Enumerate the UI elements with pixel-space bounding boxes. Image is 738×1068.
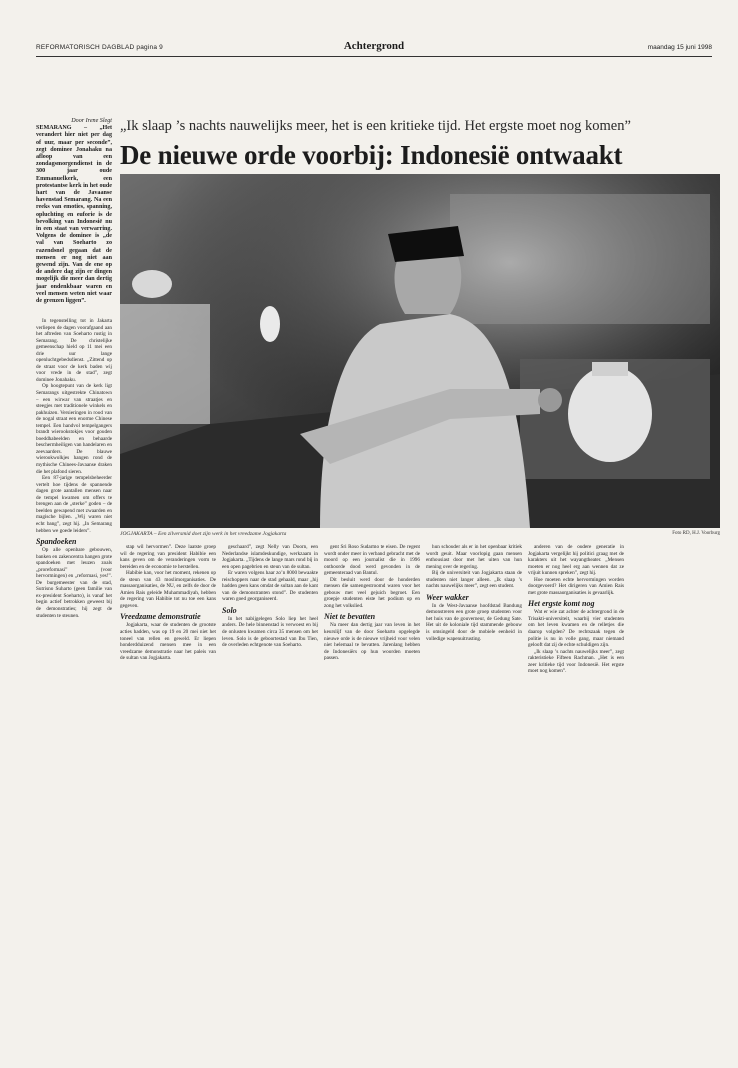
header-rule — [36, 56, 712, 57]
paragraph: Op alle openbare gebouwen, banken en zakencentra hangen grote spandoeken met leuzen zoals „proreformasi” (voor hervormingen) en „reformasi, yes!”. De burgemeester van de stad, Sutrisno Suharto (geen familie van ex-president Soeharto), is vanaf het begin actief betrokken geweest bij de demonstraties; hij zegt de studenten te steunen. — [36, 547, 112, 619]
column-2 — [120, 544, 216, 1044]
paragraph: hun schouder als er in het openbaar kritiek wordt geuit. Maar voorlopig gaan mensen enthousiast door met het uiten van hun mening over de regering. — [426, 544, 522, 570]
paragraph: In het nabijgelegen Solo liep het heel anders. De hele binnenstad is verwoest en bij de onlusten kwamen circa 35 mensen om het leven. Solo is de geboortestad van Ibu Tien, de overleden echtgenote van Soeharto. — [222, 615, 318, 649]
column-3 — [222, 544, 318, 1044]
photo-caption — [120, 531, 720, 537]
paragraph: Habibie kan, voor het moment, rekenen op de steun van 43 moslimorganisaties. De massaorganisaties, de NU, en zelfs de door de Amien Rais geleide Muhammadiyah, hebben de regering van Habibie tot nu toe een kans gegeven. — [120, 570, 216, 609]
caption-text: JOGJAKARTA – Een zilversmid doet zijn werk in het vreedzame Jogjakarta — [120, 531, 287, 537]
page-header — [36, 40, 712, 54]
paragraph: anderen van de oudere generatie in Jogjakarta vergelijkt hij politici graag met de karakters uit het wayangtheater. „Mensen moeten er nog heel erg aan wennen dat ze vrijuit kunnen spreken”, zegt hij. — [528, 544, 624, 577]
paragraph: Bij de universiteit van Jogjakarta staan de studenten niet langer alleen. „Ik slaap ’s nachts nauwelijks meer”, zegt een student. — [426, 570, 522, 590]
header-section: Achtergrond — [343, 40, 405, 52]
column-6 — [528, 544, 624, 1044]
subheading: Spandoeken — [36, 537, 77, 547]
photo-credit: Foto RD, H.J. Voorburg — [672, 531, 720, 536]
column-4 — [324, 544, 420, 1044]
byline: Door Irene Slegt — [71, 118, 112, 124]
article-photo — [120, 174, 720, 528]
paragraph: geschaard”, zegt Nelly van Doorn, een Nederlandse islamdeskundige, werkzaam in Jogjakarta. „Tijdens de lange mars rond bij in een open pagebrien en steun van de sultan. — [222, 544, 318, 570]
article-kicker: „Ik slaap ’s nachts nauwelijks meer, het is een kritieke tijd. Het ergste moet nog komen” — [120, 118, 631, 134]
paragraph: In de West-Javaanse hoofdstad Bandung demonstreren een grote groep studenten voor het huis van de gouverneur, de Gedung Sate. Het uit de koloniale tijd stammende gebouw is omsingeld door de mobiele eenheid in volledige wapenuitrusting. — [426, 602, 522, 642]
silversmith-photo — [120, 174, 720, 528]
column-1 — [36, 318, 112, 1068]
paragraph: Wat er wie zat achter de achtergrond in de Trisakti-universiteit, waarbij vier studenten om het leven kwamen en de relletjes die daarop volgden? De rechtszaak tegen de politie is nu in volle gang, maar niemand gelooft dat zij de echte schuldigen zijn. — [528, 609, 624, 649]
paragraph: In tegenstelling tot in Jakarta verliepen de dagen voorafgaand aan het aftreden van Soeharto rustig in Semarang. De christelijke gemeenschap hield op 11 mei een drie uur lange openluchtgebedsdienst. „Zittend op de straat voor de kerk baden wij voor vrede in de stad”, zegt dominee Jonahaku. — [36, 318, 112, 383]
paragraph: Hoe moeten echte hervormingen worden doorgevoerd? Het dirigeren van Amien Rais met grote massaorganisaties is gevaarlijk. — [528, 576, 624, 596]
article-lede — [36, 118, 112, 305]
paragraph: Jogjakarta, waar de studenten de grootste acties hadden, was op 19 en 20 mei niet het toneel van rellen en geweld. Er liepen honderdduizend mensen mee in een vreedzame demonstratie naar het paleis van de sultan van Jogjakarta. — [120, 622, 216, 662]
subheading: Weer wakker — [426, 592, 469, 602]
column-5 — [426, 544, 522, 1044]
header-paper-name: REFORMATORISCH DAGBLAD pagina 9 — [36, 44, 163, 51]
subheading: Solo — [222, 605, 237, 615]
header-date: maandag 15 juni 1998 — [647, 44, 712, 51]
paragraph: Dit besluit werd door de honderden mensen die samengestroomd waren voor het gebouw met veel gejuich begroet. Een groepje studenten eiste het podium op en zong het volkslied. — [324, 576, 420, 609]
paragraph: gent Sri Roso Sudarmo te eisen. De regent wordt onder meer in verband gebracht met de moord op een journalist die in 1996 onthoorde dood werd gevonden in de gemeenteraad van Bantul. — [324, 544, 420, 577]
article-title: De nieuwe orde voorbij: Indonesië ontwaakt — [120, 140, 623, 170]
subheading: Vreedzame demonstratie — [120, 612, 201, 622]
lede-text: SEMARANG – „Het verandert hier niet per dag of uur, maar per seconde”, zegt dominee Jonahaku na afloop van een zondagsmorgendienst in de 300 jaar oude Emmanuelkerk, een protestantse kerk in het oude hart van de Javaanse havenstad Semarang. Na een reeks van emoties, spanning, opluchting en euforie is de bevolking van Indonesië nu in een staat van verwarring. Volgens de dominee is „de val van Soeharto zo razendsnel gegaan dat de mensen er nog niet aan gewend zijn. Van de ene op de andere dag zijn er dingen mogelijk die meer dan dertig jaar ondenkbaar waren en veel mensen weten niet waar de grenzen liggen”. — [36, 125, 112, 305]
paragraph: Een 87-jarige tempelsbeheerder vertelt hoe tijdens de spannende dagen grote aantallen mensen naar de tempel kwamen om offers te brengen aan de „sterke” goden – de beelden gewapend met zwaarden en magische bijlen. „Wij waren niet echt bang”, zegt hij. „In Semarang hebben we goede leiders”. — [36, 475, 112, 534]
paragraph: stap wil hervormen”. Deze laatste groep wil de regering van president Habibie een kans geven om de veranderingen vorm te bereiden en de economie te herstellen. — [120, 544, 216, 570]
paragraph: Na meer dan dertig jaar van leven in het keurslijf van de door Soeharto opgelegde nieuwe orde is de nieuwe vrijheid voor velen niet helemaal te bevatten. Jarenlang hebben de Indonesiërs op hun woorden moeten passen. — [324, 622, 420, 662]
subheading: Het ergste komt nog — [528, 599, 595, 609]
paragraph: Er waren volgens haar zo’n 8000 bewaakte reischoppers naar de stad gehaald, maar „hij hadden geen kans omdat de sultan aan de kant van de demonstranten stond”. De studenten waren goed georganiseerd. — [222, 570, 318, 603]
paragraph: Op hoogtepunt van de kerk ligt Semarangs uitgestrekte Chinatown – een wirwar van straatjes en steegjes met traditionele winkels en pakhuizen. Versieringen in rood van de nogal straat een enorme Chinese tempel. Een handvol tempelgangers brandt wierookstokjes voor gouden boeddhabeelden en behaarde beschermheiligen van handelaren en zeevaarders. De blauwe wierookwolkjes hangen rond de mythische Chinees-Javaanse draken die het plafond sieren. — [36, 383, 112, 475]
paragraph: „Ik slaap ’s nachts nauwelijks meer”, zegt rakteristieke Fifteen Rachman. „Het is een zeer kritieke tijd voor Indonesië. Het ergste moet nog komen”. — [528, 648, 624, 675]
subheading: Niet te bevatten — [324, 612, 376, 622]
